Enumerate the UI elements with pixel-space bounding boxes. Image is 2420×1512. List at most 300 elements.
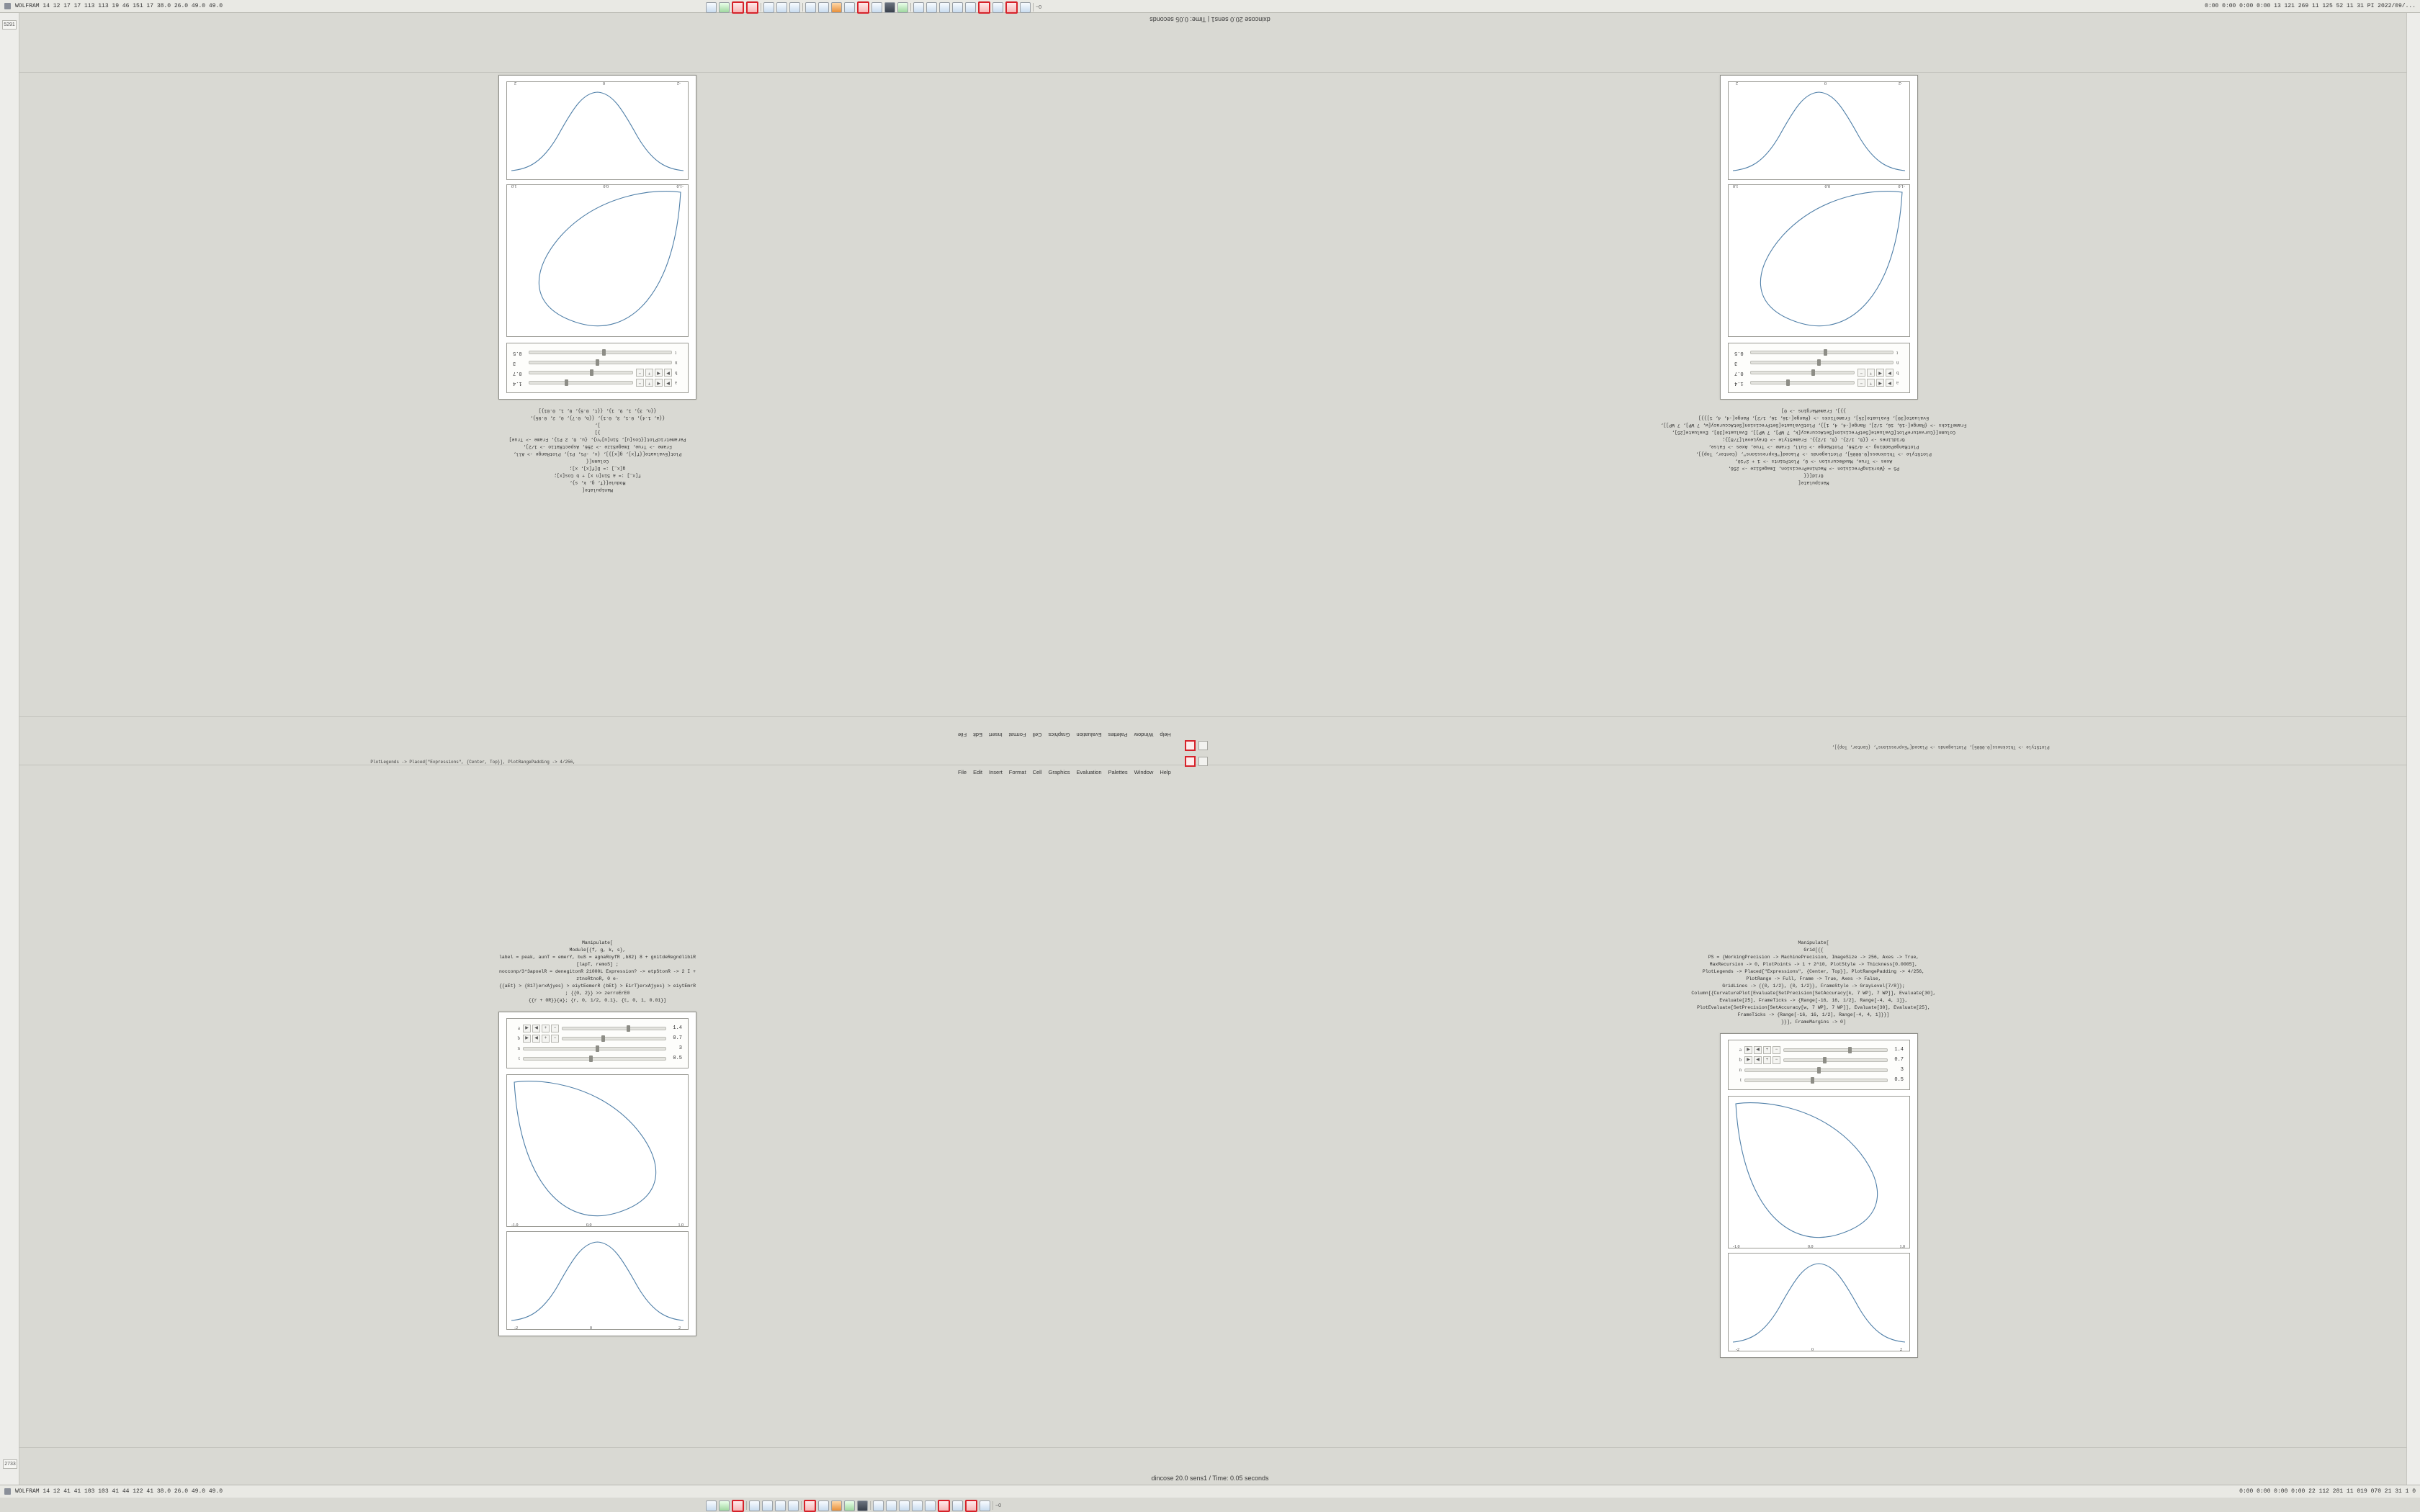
control-row-a[interactable] (513, 1023, 682, 1033)
control-row-n[interactable] (513, 1043, 682, 1053)
x-tick-label: -2 (514, 1326, 518, 1331)
x-tick-label: -1.0 (511, 1223, 519, 1228)
code-line: PlotEvaluate[SetPrecision[SetAccuracy[w, 7 WP], 7 WP]], Evaluate[30], Evaluate[25], (1697, 1005, 1930, 1010)
control-label-t: t (1896, 350, 1898, 356)
code-line: Evaluate[30], Evaluate[25], FrameTicks -> {Range[-16, 16, 1/2], Range[-4, 4, 1]}}] (1698, 415, 1929, 420)
app-icon-notebook-11[interactable] (952, 1500, 963, 1511)
control-label-t: t (519, 1056, 520, 1061)
x-tick-label: 1.0 (1733, 184, 1739, 188)
control-row-b[interactable] (1734, 368, 1904, 378)
x-tick-label: 0 (1811, 1348, 1814, 1352)
app-icon-sheet[interactable] (897, 2, 908, 13)
control-label-b: b (1739, 1057, 1742, 1063)
app-icon-notebook-10[interactable] (925, 1500, 936, 1511)
plus-icon[interactable]: + (645, 379, 653, 387)
minus-icon[interactable]: − (1773, 1046, 1780, 1054)
menu-item-help[interactable]: File (958, 732, 967, 738)
control-label-b: b (1896, 370, 1899, 376)
control-row-t[interactable] (513, 1053, 682, 1063)
curvature-plot-curve (1729, 82, 1909, 179)
center-code-row-top: PlotStyle -> Thickness[0.0005], PlotLegends -> Placed["Expressions", {Center, Top}], (1832, 744, 2060, 750)
code-line: Evaluate[25], FrameTicks -> {Range[-16, 16, 1/2], Range[-4, 4, 1]}, (1719, 998, 1908, 1003)
x-tick-label: 0.0 (1808, 1245, 1814, 1249)
taskbar-divider (992, 1501, 993, 1510)
app-icon-alert-4[interactable] (978, 1, 990, 14)
code-line: PlotRangePadding -> 4/256, PlotRange -> Full, Frame -> True, Axes -> False, (1708, 444, 1919, 449)
code-line: PS = {WorkingPrecision -> MachinePrecision, ImageSize -> 256, Axes -> True, (1708, 955, 1919, 960)
menu-bar[interactable] (958, 769, 1171, 775)
taskbar-divider (870, 1501, 871, 1510)
control-buttons-a[interactable] (1857, 379, 1894, 387)
minus-icon[interactable]: − (1857, 369, 1865, 377)
code-line: }}], FrameMargins -> 0] (1781, 1020, 1846, 1025)
app-icon-terminal[interactable] (719, 1500, 730, 1511)
slider-t[interactable] (529, 351, 672, 355)
code-line: label = peak, aunT = emerY, buS = agnaRoyfR ,b82) 8 + gnitdeRegndlibiR [lapT, remoS] ; (498, 955, 696, 967)
plus-icon[interactable]: + (1763, 1046, 1771, 1054)
bell-curve-plot-curve (507, 1232, 688, 1329)
bottom-status-right-text: 0:00 0:00 0:00 0:00 22 112 281 11 019 070 21 31 1 0 (2239, 1488, 2416, 1495)
play-icon[interactable]: ▶ (1886, 379, 1894, 387)
control-value-a: 1.4 (1734, 380, 1744, 386)
code-line: GridLines -> {{0, 1/2}, {0, 1/2}}, FrameStyle -> GrayLevel[7/8]}; (1722, 437, 1905, 442)
app-icon-alert-2[interactable] (804, 1500, 816, 1512)
slider-b[interactable] (529, 372, 633, 375)
play-icon[interactable]: ▶ (523, 1025, 531, 1032)
control-value-n: 3 (513, 360, 516, 366)
app-icon-alert-5[interactable] (1005, 1, 1018, 14)
control-value-n: 3 (1900, 1067, 1904, 1073)
control-label-a: a (517, 1025, 520, 1031)
control-value-b: 0.7 (1734, 370, 1744, 376)
manipulate-controls[interactable] (1728, 1040, 1910, 1090)
x-tick-label: -2 (1736, 1348, 1739, 1352)
notebook-top-left[interactable] (498, 75, 696, 493)
slider-n[interactable] (1744, 1068, 1888, 1072)
control-label-n: n (1896, 360, 1899, 366)
menu-item-edit[interactable]: Edit (973, 769, 983, 775)
notebook-window[interactable] (498, 1012, 696, 1336)
code-line: }}], FrameMargins -> 0] (1781, 408, 1846, 413)
app-icon-console[interactable] (884, 2, 895, 13)
play-icon[interactable]: ▶ (1886, 369, 1894, 377)
code-line: PlotStyle -> Thickness[0.0005], PlotLegends -> Placed["Expressions", {Center, Top}], (1695, 451, 1932, 456)
menu-item-file[interactable]: File (958, 769, 967, 775)
minus-icon[interactable]: − (551, 1025, 559, 1032)
x-tick-label: -1.0 (676, 184, 684, 188)
x-tick-label: 0 (1824, 81, 1827, 85)
app-icon-finder[interactable] (706, 1500, 717, 1511)
play-icon[interactable]: ▶ (664, 369, 672, 377)
center-code-row-bottom: PlotLegends -> Placed["Expressions", {Center, Top}], PlotRangePadding -> 4/256, (360, 760, 575, 765)
control-row-n[interactable] (513, 358, 682, 368)
bottom-status-left-group (0, 1488, 223, 1495)
control-label-n: n (1739, 1067, 1742, 1073)
parametric-plot[interactable] (1728, 1096, 1910, 1248)
code-line: Manipulate[ (1798, 940, 1829, 945)
x-tick-label: 2 (1900, 1348, 1902, 1352)
zoom-indicator: ~0 (995, 1503, 1001, 1508)
code-line: ParametricPlot[{Cos[u], Sin[u]^n}, {u, 0, 2 Pi}, Frame -> True] (508, 437, 686, 442)
parametric-plot-curve (507, 185, 688, 336)
control-label-n: n (675, 360, 678, 366)
control-value-n: 3 (678, 1045, 682, 1051)
control-label-t: t (1740, 1077, 1742, 1083)
code-line: Manipulate[ (1798, 480, 1829, 485)
step-back-icon[interactable]: ◀ (532, 1025, 540, 1032)
top-center-title: dxincose 20.0 sens1 | Time: 0.05 seconds (1150, 16, 1270, 23)
app-icon-notebook-4[interactable] (788, 1500, 799, 1511)
menu-item-graphics[interactable]: Graphics (1048, 732, 1070, 738)
taskbar-divider (1033, 3, 1034, 12)
app-icon-notebook-8[interactable] (913, 2, 924, 13)
menu-item-window[interactable]: Window (1134, 732, 1154, 738)
control-row-a[interactable] (1734, 1045, 1904, 1055)
plus-icon[interactable]: + (1867, 379, 1875, 387)
wolfram-logo-icon (4, 1488, 11, 1495)
app-icon-alert-2[interactable] (746, 1, 758, 14)
minus-icon[interactable]: − (551, 1035, 559, 1043)
divider-mid-upper (19, 716, 2407, 717)
code-line: Manipulate[ (582, 487, 613, 492)
x-tick-label: 2 (1736, 81, 1738, 85)
menu-item-insert[interactable]: Insert (989, 769, 1003, 775)
code-line: FrameTicks -> {Range[-16, 16, 1/2], Range[-4, 4, 1]}, PlotEvaluate[SetPrecision[SetAccuracy[w, 7 WP], 7 WP]], (1660, 423, 1967, 428)
menu-item-evaluation[interactable]: Evaluation (1076, 732, 1102, 738)
app-icon-notebook-7[interactable] (871, 2, 882, 13)
notebook-window[interactable] (498, 75, 696, 400)
code-line: Axes -> True, MaxRecursion -> 0, PlotPoints -> 1 + 2^10, (1734, 459, 1893, 464)
app-icon-alert-4[interactable] (965, 1500, 977, 1512)
control-buttons-a[interactable] (523, 1025, 559, 1032)
parametric-plot-curve (1729, 185, 1909, 336)
parametric-plot[interactable] (506, 1074, 689, 1227)
notebook-bottom-left[interactable] (498, 940, 696, 1336)
top-status-right-text: 0:00 0:00 0:00 0:00 13 121 269 11 125 52 11 31 PI 2022/09/... (2205, 3, 2416, 9)
slider-a[interactable] (1750, 382, 1855, 385)
control-row-a[interactable] (1734, 378, 1904, 388)
x-tick-label: -2 (677, 81, 681, 85)
divider-top (19, 72, 2407, 73)
app-icon-notebook-2[interactable] (762, 1500, 773, 1511)
x-tick-label: -2 (1899, 81, 1902, 85)
control-buttons-a[interactable] (1744, 1046, 1780, 1054)
app-icon-alert-1[interactable] (732, 1, 744, 14)
control-value-b: 0.7 (673, 1035, 682, 1041)
slider-b[interactable] (562, 1037, 666, 1040)
control-row-t[interactable] (1734, 1075, 1904, 1085)
menu-item-palettes[interactable]: Palettes (1108, 769, 1128, 775)
bottom-status-left-text: WOLFRAM 14 12 41 41 103 103 41 44 122 41 38.0 26.0 49.0 49.0 (15, 1488, 223, 1495)
manipulate-controls[interactable] (506, 1018, 689, 1068)
notebook-bottom-right[interactable] (1691, 940, 1936, 1358)
step-back-icon[interactable]: ◀ (1754, 1046, 1762, 1054)
left-sidebar-rail[interactable] (0, 13, 19, 1485)
control-row-b[interactable] (1734, 1055, 1904, 1065)
top-status-left-group (0, 3, 223, 9)
app-icon-alert-1[interactable] (732, 1500, 744, 1512)
code-line: Grid[{{ (1803, 473, 1824, 478)
app-icon-notebook-14[interactable] (1020, 2, 1031, 13)
menu-item-cell[interactable]: Cell (1032, 732, 1042, 738)
control-label-n: n (517, 1045, 520, 1051)
control-row-n[interactable] (1734, 358, 1904, 368)
minus-icon[interactable]: − (636, 369, 644, 377)
control-buttons-b[interactable] (1857, 369, 1894, 377)
slider-t[interactable] (1744, 1079, 1888, 1082)
x-tick-label: 2 (678, 1326, 681, 1331)
top-status-left-text: WOLFRAM 14 12 17 17 113 113 19 46 151 17 38.0 26.0 49.0 49.0 (15, 3, 223, 9)
app-icon-notebook-5[interactable] (818, 2, 829, 13)
slider-t[interactable] (523, 1057, 666, 1061)
minus-icon[interactable]: − (1857, 379, 1865, 387)
curvature-plot[interactable] (506, 81, 689, 180)
step-back-icon[interactable]: ◀ (1876, 369, 1884, 377)
bottom-taskbar-strip[interactable] (706, 1499, 1714, 1512)
parametric-plot-curve (1729, 1097, 1909, 1248)
app-icon-notebook-1[interactable] (749, 1500, 760, 1511)
app-icon-notebook-6[interactable] (844, 2, 855, 13)
right-sidebar-rail[interactable] (2406, 13, 2420, 1485)
code-line: GridLines -> {{0, 1/2}, {0, 1/2}}, FrameStyle -> GrayLevel[7/8]}; (1722, 984, 1905, 989)
menu-bar-flipped[interactable] (958, 732, 1171, 738)
x-tick-label: 0 (590, 1326, 592, 1331)
control-label-b: b (517, 1035, 520, 1041)
app-icon-notebook-12[interactable] (965, 2, 976, 13)
code-line: {{a, 1.4}, 0.1, 3, 0.1}, {{b, 0.7}, 0, 2, 0.05}, (529, 415, 666, 420)
app-icon-alert-3[interactable] (938, 1500, 950, 1512)
bottom-status-right-group (2239, 1488, 2420, 1495)
code-block-top-right[interactable] (1417, 407, 2210, 486)
manipulate-controls[interactable] (506, 343, 689, 393)
code-line: PlotRange -> Full, Frame -> True, Axes -> False, (1746, 976, 1881, 981)
control-buttons-a[interactable] (636, 379, 672, 387)
top-status-right-group (2205, 3, 2420, 9)
code-line: nocconp/3*3apoelR = denegitonR 21000L Expression? -> etpStonR -> 2 I + ztnoRtnoR, 0 e- (498, 969, 696, 981)
app-icon-alert-3[interactable] (857, 1, 869, 14)
app-icon-notebook-3[interactable] (789, 2, 800, 13)
notebook-window[interactable] (1720, 75, 1918, 400)
slider-a[interactable] (562, 1027, 666, 1030)
code-line: Frame -> True, ImageSize -> 256, AspectRatio -> 1/2], (523, 444, 672, 449)
x-tick-label: 0.0 (603, 184, 609, 188)
app-icon-notebook-10[interactable] (939, 2, 950, 13)
step-back-icon[interactable]: ◀ (655, 369, 663, 377)
code-line: Module[{f, g, k, s}, (569, 480, 626, 485)
plus-icon[interactable]: + (542, 1025, 550, 1032)
menu-item-palettes[interactable]: Palettes (1108, 732, 1128, 738)
slider-b[interactable] (1783, 1058, 1888, 1062)
code-line: PS = {WorkingPrecision -> MachinePrecision, ImageSize -> 256, (1728, 466, 1899, 471)
play-icon[interactable]: ▶ (1744, 1056, 1752, 1064)
menu-item-window[interactable]: Window (1134, 769, 1154, 775)
curvature-plot[interactable] (1728, 81, 1910, 180)
x-tick-label: 0 (603, 81, 605, 85)
taskbar-divider (802, 3, 803, 12)
code-line: Column[{CurvaturePlot[Evaluate[SetPrecision[SetAccuracy[k, 7 WP], 7 WP]], Evaluate[30], (1691, 991, 1936, 996)
menu-item-edit[interactable]: Edit (973, 732, 983, 738)
code-line: f[x_] := a Sin[n x] + b Cos[x]; (554, 473, 641, 478)
app-icon-terminal[interactable] (719, 2, 730, 13)
notebook-window[interactable] (1720, 1033, 1918, 1358)
code-line: Grid[{{ (1803, 948, 1824, 953)
divider-bottom (19, 1447, 2407, 1448)
plus-icon[interactable]: + (1867, 369, 1875, 377)
code-line: ], (594, 423, 601, 428)
code-line: g[x_] := D[f[x], x]; (569, 466, 626, 471)
minus-icon[interactable]: − (1773, 1056, 1780, 1064)
code-line: Column[{CurvaturePlot[Evaluate[SetPrecision[SetAccuracy[k, 7 WP], 7 WP]], Evaluate[30], Evaluate[25], (1672, 430, 1955, 435)
plus-icon[interactable]: + (1763, 1056, 1771, 1064)
slider-n[interactable] (523, 1047, 666, 1050)
taskbar-divider (746, 1501, 747, 1510)
app-icon-notebook-12[interactable] (980, 1500, 990, 1511)
control-label-a: a (1896, 380, 1899, 386)
control-value-a: 1.4 (1894, 1047, 1904, 1053)
control-label-t: t (675, 350, 676, 356)
bell-curve-plot-curve (1729, 1254, 1909, 1351)
menu-item-evaluation[interactable]: Evaluation (1076, 769, 1102, 775)
app-icon-notebook-13[interactable] (992, 2, 1003, 13)
control-value-b: 0.7 (1894, 1057, 1904, 1063)
app-icon-notebook-5[interactable] (818, 1500, 829, 1511)
plus-icon[interactable]: + (645, 369, 653, 377)
x-tick-label: 1.0 (511, 184, 517, 188)
slider-t[interactable] (1750, 351, 1894, 355)
code-block-bottom-left[interactable] (498, 940, 696, 1004)
app-icon-media[interactable] (831, 1500, 842, 1511)
step-back-icon[interactable]: ◀ (532, 1035, 540, 1043)
play-icon[interactable]: ▶ (523, 1035, 531, 1043)
bell-curve-plot[interactable] (1728, 1253, 1910, 1351)
control-value-t: 0.5 (1734, 350, 1744, 356)
step-back-icon[interactable]: ◀ (655, 379, 663, 387)
menu-item-format[interactable]: Format (1008, 769, 1026, 775)
app-icon-notebook-8[interactable] (899, 1500, 910, 1511)
control-value-a: 1.4 (673, 1025, 682, 1031)
app-icon-finder[interactable] (706, 2, 717, 13)
app-icon-notebook-6[interactable] (873, 1500, 884, 1511)
parametric-plot-curve (507, 1075, 688, 1226)
app-icon-notebook-1[interactable] (763, 2, 774, 13)
control-value-t: 0.5 (1894, 1077, 1904, 1083)
slider-a[interactable] (529, 382, 633, 385)
code-line: Manipulate[ (582, 940, 613, 945)
slider-n[interactable] (1750, 361, 1894, 365)
play-icon[interactable]: ▶ (1744, 1046, 1752, 1054)
menu-item-format[interactable]: Format (1008, 732, 1026, 738)
manipulate-controls[interactable] (1728, 343, 1910, 393)
x-tick-label: 0.0 (586, 1223, 592, 1228)
code-block-bottom-right[interactable] (1417, 940, 2210, 1026)
x-tick-label: 1.0 (1899, 1245, 1905, 1249)
code-line: Plot[Evaluate[{f[x], g[x]}], {x, -Pi, Pi}, PlotRange -> All, (513, 451, 682, 456)
control-row-t[interactable] (1734, 348, 1904, 358)
control-row-b[interactable] (513, 1033, 682, 1043)
app-icon-notebook-4[interactable] (805, 2, 816, 13)
code-line: Column[{ (586, 459, 609, 464)
taskbar-divider (910, 3, 911, 12)
plus-icon[interactable]: + (542, 1035, 550, 1043)
control-label-a: a (1739, 1047, 1742, 1053)
app-icon-notebook-2[interactable] (776, 2, 787, 13)
control-row-n[interactable] (1734, 1065, 1904, 1075)
app-icon-notebook-9[interactable] (912, 1500, 923, 1511)
x-tick-label: -1.0 (1898, 184, 1905, 188)
slider-n[interactable] (529, 361, 672, 365)
control-buttons-b[interactable] (1744, 1056, 1780, 1064)
x-tick-label: -1.0 (1733, 1245, 1740, 1249)
menu-item-graphics[interactable]: Graphics (1048, 769, 1070, 775)
sidebar-tab-5291[interactable]: 5291 (2, 20, 17, 30)
code-line: {{aEt} > {817}erxAjyes} > eiytEemerR (bEt} > EirT}erxAjyes} > eiytEmrR ; {{0, 2}} >> zerroErE0 (498, 984, 696, 996)
bell-curve-plot[interactable] (506, 1231, 689, 1330)
control-value-n: 3 (1734, 360, 1738, 366)
sidebar-tab-2733[interactable]: 2733 (3, 1459, 17, 1469)
control-row-b[interactable] (513, 368, 682, 378)
parametric-plot[interactable] (1728, 184, 1910, 337)
app-icon-sheet[interactable] (844, 1500, 855, 1511)
app-icon-notebook-7[interactable] (886, 1500, 897, 1511)
code-line: PlotLegends -> Placed["Expressions", {Center, Top}], PlotRangePadding -> 4/256, (1702, 969, 1925, 974)
code-line: Module[{f, g, k, s}, (569, 948, 626, 953)
notebook-top-right[interactable] (1660, 75, 1967, 486)
control-row-a[interactable] (513, 378, 682, 388)
code-line: FrameTicks -> {Range[-16, 16, 1/2], Range[-4, 4, 1]}}] (1737, 1012, 1890, 1017)
slider-b[interactable] (1750, 372, 1855, 375)
code-line: {{n, 3}, 1, 9, 1}, {{t, 0.5}, 0, 1, 0.01}] (538, 408, 657, 413)
step-back-icon[interactable]: ◀ (1754, 1056, 1762, 1064)
curvature-plot-curve (507, 82, 688, 179)
slider-a[interactable] (1783, 1048, 1888, 1052)
minus-icon[interactable]: − (636, 379, 644, 387)
control-label-a: a (675, 380, 678, 386)
menu-item-file[interactable]: Help (1160, 732, 1171, 738)
app-icon-console[interactable] (857, 1500, 868, 1511)
menu-item-help[interactable]: Help (1160, 769, 1171, 775)
parametric-plot[interactable] (506, 184, 689, 337)
top-taskbar-strip[interactable] (706, 1, 1714, 14)
app-icon-notebook-3[interactable] (775, 1500, 786, 1511)
control-buttons-b[interactable] (636, 369, 672, 377)
x-tick-label: 1.0 (678, 1223, 684, 1228)
control-value-b: 0.7 (513, 370, 522, 376)
code-line: MaxRecursion -> 0, PlotPoints -> 1 + 2^10, PlotStyle -> Thickness[0.0005], (1709, 962, 1918, 967)
control-value-a: 1.4 (513, 380, 522, 386)
x-tick-label: 2 (514, 81, 516, 85)
x-tick-label: 0.0 (1824, 184, 1830, 188)
step-back-icon[interactable]: ◀ (1876, 379, 1884, 387)
bottom-center-title: dincose 20.0 sens1 / Time: 0.05 seconds (1151, 1475, 1269, 1482)
zoom-indicator: ~0 (1036, 4, 1041, 10)
menu-item-insert[interactable]: Insert (989, 732, 1003, 738)
app-icon-notebook-11[interactable] (952, 2, 963, 13)
code-block-top-left[interactable] (498, 407, 696, 493)
menu-item-cell[interactable]: Cell (1032, 769, 1042, 775)
app-icon-notebook-9[interactable] (926, 2, 937, 13)
taskbar-divider (801, 1501, 802, 1510)
code-line: }] (594, 430, 601, 435)
control-value-t: 0.5 (513, 350, 522, 356)
wolfram-logo-icon (4, 3, 11, 9)
play-icon[interactable]: ▶ (664, 379, 672, 387)
control-buttons-b[interactable] (523, 1035, 559, 1043)
control-row-t[interactable] (513, 348, 682, 358)
control-label-b: b (675, 370, 678, 376)
app-icon-media[interactable] (831, 2, 842, 13)
bottom-system-bar[interactable] (0, 1485, 2420, 1498)
control-value-t: 0.5 (673, 1056, 682, 1061)
